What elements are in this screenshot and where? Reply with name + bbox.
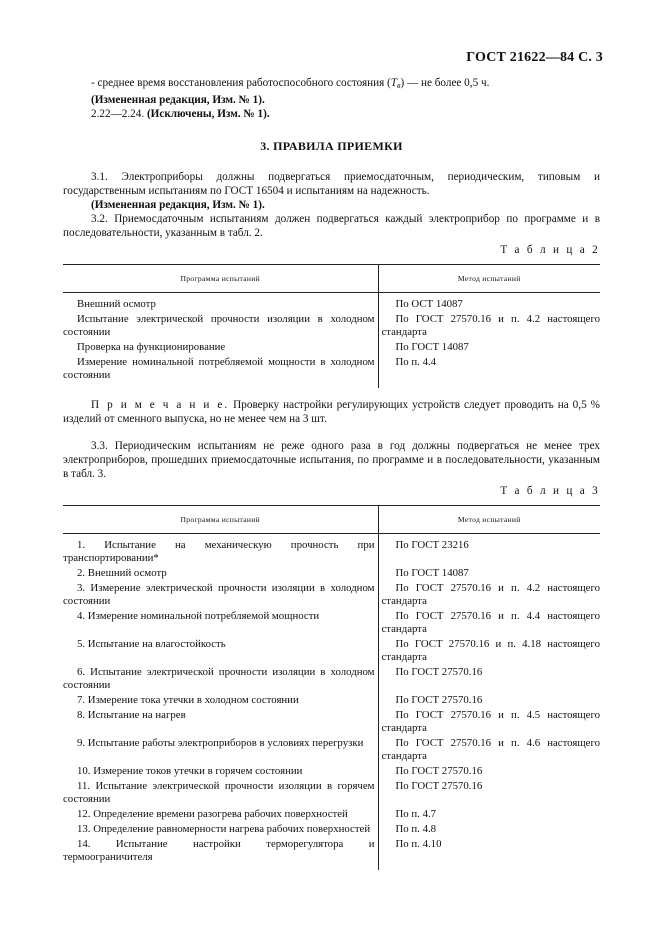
table-cell-method: По ГОСТ 27570.16 и п. 4.2 настоящего стандарта [381,582,600,607]
table-row [63,356,600,388]
table-cell-method: По п. 4.7 [395,808,437,820]
section-title: 3. ПРАВИЛА ПРИЕМКИ [260,139,403,153]
table-row [63,567,600,582]
table-cell-program: 14. Испытание настройки терморегулятора и термоограничителя [63,838,378,870]
table-cell-program: 1. Испытание на механическую прочность при транспортировании* [63,534,378,568]
page-header: ГОСТ 21622—84 С. 3 [466,50,603,65]
table-2-note: П р и м е ч а н и е. Проверку настройки регулирующих устройств следует проводить на 0,5 % изделий от сменного выпуска, но не менее чем на 3 шт. [63,399,600,425]
table-cell-method: По ГОСТ 27570.16 [395,666,483,678]
table-cell-method: По ГОСТ 27570.16 и п. 4.5 настоящего стандарта [381,709,600,734]
table-cell-method: По ГОСТ 23216 [395,539,469,551]
table-2-caption: Т а б л и ц а 2 [500,244,600,256]
table-cell-program: Проверка на функционирование [63,341,378,356]
table-cell-method: По ГОСТ 27570.16 [395,765,483,777]
document-body [63,76,600,870]
table-3 [63,505,600,870]
table-row [63,765,600,780]
table-cell-program: Внешний осмотр [63,293,378,314]
table-row [63,582,600,610]
table-row [63,293,600,314]
table-row [63,737,600,765]
table-cell-method: По п. 4.8 [395,823,437,835]
amendment-note-2: (Измененная редакция, Изм. № 1). [91,199,265,211]
table-row [63,823,600,838]
table-cell-method: По ГОСТ 14087 [395,567,469,579]
table-cell-method: По ГОСТ 27570.16 [395,780,483,792]
table-row [63,666,600,694]
table-row [63,838,600,870]
table-2-header-program: Программа испытаний [63,265,378,293]
table-cell-program: 2. Внешний осмотр [63,567,378,582]
table-cell-method: По ОСТ 14087 [395,298,463,310]
table-cell-program: 11. Испытание электрической прочности изоляции в горячем состоянии [63,780,378,808]
table-3-header-program: Программа испытаний [63,506,378,534]
table-cell-method: По п. 4.10 [395,838,442,850]
table-cell-program: 10. Измерение токов утечки в горячем состоянии [63,765,378,780]
table-cell-method: По ГОСТ 14087 [395,341,469,353]
table-cell-program: 3. Измерение электрической прочности изоляции в холодном состоянии [63,582,378,610]
table-cell-program: 7. Измерение тока утечки в холодном состоянии [63,694,378,709]
table-row [63,638,600,666]
table-cell-program: 12. Определение времени разогрева рабочих поверхностей [63,808,378,823]
table-cell-program: 8. Испытание на нагрев [63,709,378,737]
table-cell-program: Испытание электрической прочности изоляции в холодном состоянии [63,313,378,341]
table-cell-method: По ГОСТ 27570.16 и п. 4.18 настоящего стандарта [381,638,600,663]
table-2-header-method: Метод испытаний [378,265,600,293]
mtbf-line: - среднее время восстановления работоспособного состояния $(T_в)$ — не более 0,5 ч. [91,77,490,90]
table-cell-method: По ГОСТ 27570.16 и п. 4.2 настоящего стандарта [381,313,600,338]
table-cell-program: 4. Измерение номинальной потребляемой мощности [63,610,378,638]
table-row [63,808,600,823]
table-cell-method: По ГОСТ 27570.16 и п. 4.6 настоящего стандарта [381,737,600,762]
table-3-header-method: Метод испытаний [378,506,600,534]
table-2 [63,264,600,388]
paragraph-3-1: 3.1. Электроприборы должны подвергаться приемосдаточным, периодическим, типовым и государственным испытаниям по ГОСТ 16504 и испытаниям на надежность. [63,171,600,197]
table-cell-program: 5. Испытание на влагостойкость [63,638,378,666]
table-3-caption: Т а б л и ц а 3 [500,485,600,497]
table-row [63,610,600,638]
table-row [63,694,600,709]
table-row [63,709,600,737]
amendment-note-1: (Измененная редакция, Изм. № 1). [91,94,265,106]
table-cell-program: 6. Испытание электрической прочности изоляции в холодном состоянии [63,666,378,694]
table-cell-program: 13. Определение равномерности нагрева рабочих поверхностей [63,823,378,838]
paragraph-3-2: 3.2. Приемосдаточным испытаниям должен подвергаться каждый электроприбор по программе и в последовательности, указанным в табл. 2. [63,213,600,239]
table-row [63,780,600,808]
table-cell-method: По ГОСТ 27570.16 и п. 4.4 настоящего стандарта [381,610,600,635]
table-cell-method: По ГОСТ 27570.16 [395,694,483,706]
table-cell-program: 9. Испытание работы электроприборов в условиях перегрузки [63,737,378,765]
paragraph-3-3: 3.3. Периодическим испытаниям не реже одного раза в год должны подвергаться не менее трех электроприборов, прошедших приемосдаточные испытания, по программе и в последовательности, указанным в табл. 3. [63,440,600,480]
table-row [63,313,600,341]
excluded-clauses: 2.22—2.24. (Исключены, Изм. № 1). [91,108,270,120]
table-cell-method: По п. 4.4 [395,356,437,368]
table-cell-program: Измерение номинальной потребляемой мощности в холодном состоянии [63,356,378,388]
table-row [63,534,600,568]
table-row [63,341,600,356]
